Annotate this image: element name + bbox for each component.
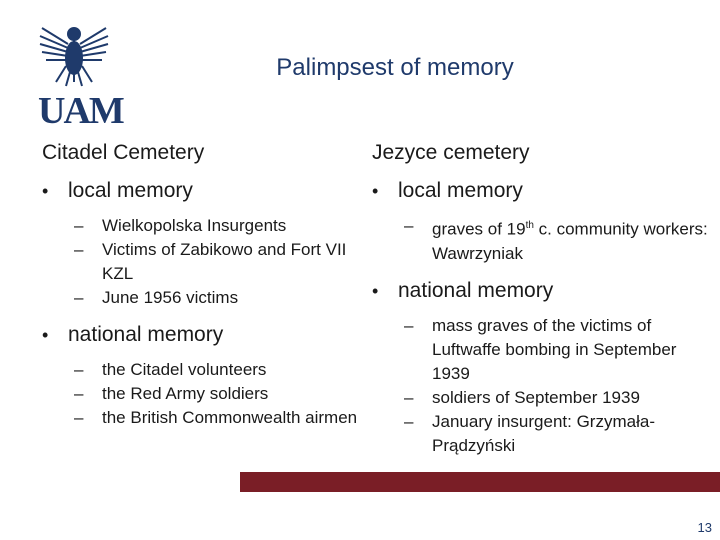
list-item: – the Red Army soldiers: [74, 384, 269, 403]
section-label: local memory: [398, 179, 523, 202]
section-label: national memory: [398, 278, 554, 302]
list-item: – graves of 19th c. community workers: Wawrzyniak: [404, 216, 708, 263]
section-label: national memory: [68, 323, 224, 346]
left-section-national: [42, 322, 362, 348]
list-item: – June 1956 victims: [74, 288, 239, 307]
list-item: – the British Commonwealth airmen: [74, 408, 358, 427]
list-item: – mass graves of the victims of Luftwaffe bombing in September 1939: [404, 315, 677, 383]
bullet-icon: •: [372, 181, 379, 201]
bullet-icon: •: [372, 280, 379, 301]
bullet-icon: •: [42, 325, 49, 345]
list-item: – soldiers of September 1939: [404, 387, 640, 407]
right-column-heading: Jezyce cemetery: [372, 141, 530, 164]
section-label: local memory: [68, 179, 193, 202]
right-national-list: [372, 314, 712, 458]
bullet-icon: •: [42, 181, 49, 201]
left-section-local: [42, 178, 362, 204]
university-logo-text: UAM: [38, 90, 123, 132]
left-national-list: [42, 358, 362, 430]
page-number: 13: [697, 520, 712, 535]
list-item: – Victims of Zabikowo and Fort VII KZL: [74, 240, 347, 283]
left-column-heading: Citadel Cemetery: [42, 141, 205, 164]
left-column: [42, 140, 362, 442]
right-local-list: [372, 214, 712, 266]
left-local-list: [42, 214, 362, 310]
list-item: – the Citadel volunteers: [74, 360, 267, 379]
right-section-local: [372, 178, 712, 204]
slide-title: Palimpsest of memory: [276, 54, 514, 81]
right-section-national: [372, 278, 712, 304]
list-item: – Wielkopolska Insurgents: [74, 216, 287, 235]
footer-accent-bar: [240, 472, 720, 492]
right-column: [372, 140, 712, 470]
list-item: – January insurgent: Grzymała-Prądzyński: [404, 411, 655, 455]
